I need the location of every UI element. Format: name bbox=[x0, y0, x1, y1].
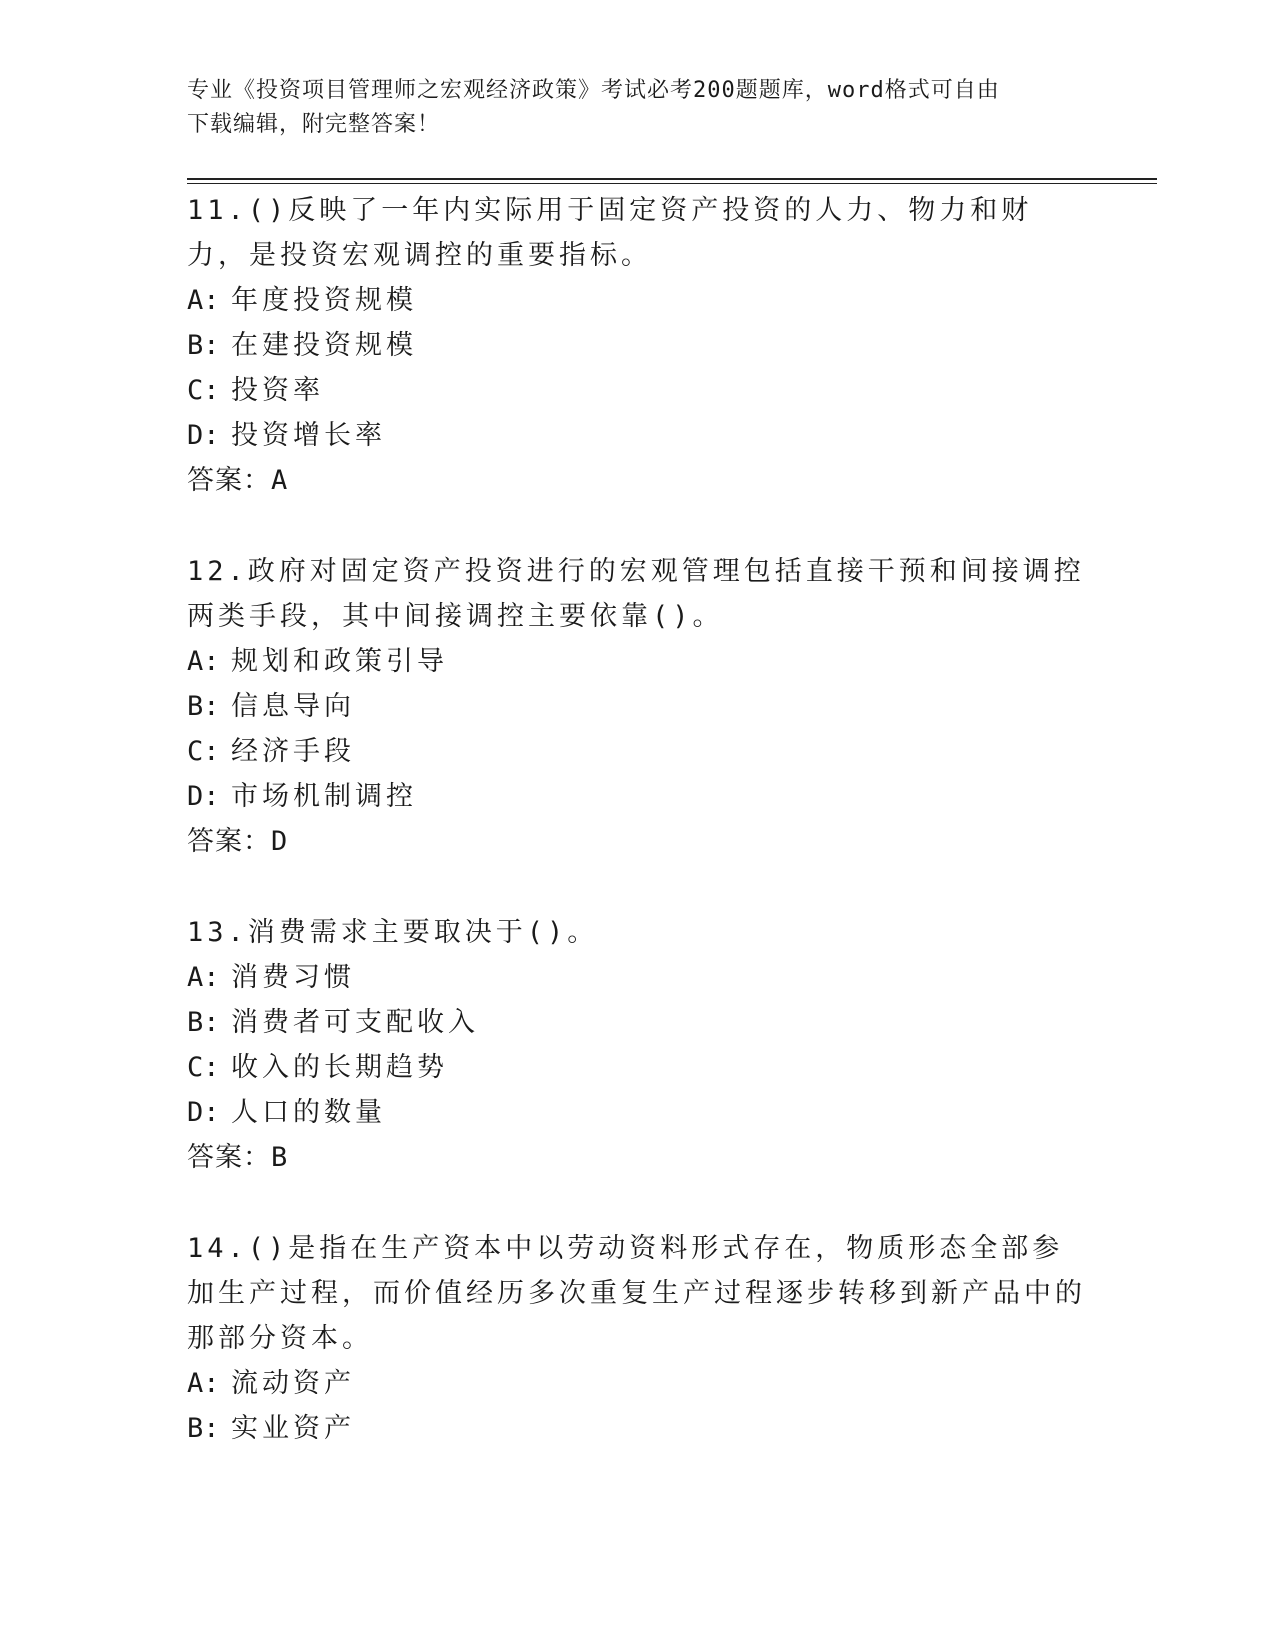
option-text: 收入的长期趋势 bbox=[231, 1052, 448, 1083]
option-b bbox=[187, 1000, 1087, 1045]
option-d bbox=[187, 1090, 1087, 1135]
option-d bbox=[187, 413, 1087, 458]
document-header bbox=[187, 74, 1047, 142]
question-text: 14.()是指在生产资本中以劳动资料形式存在，物质形态全部参加生产过程，而价值经历多次重复生产过程逐步转移到新产品中的那部分资本。 bbox=[187, 1233, 1086, 1354]
question-item bbox=[187, 910, 1087, 1180]
option-label: B: bbox=[187, 330, 220, 361]
option-a bbox=[187, 639, 1087, 684]
option-a bbox=[187, 278, 1087, 323]
question-text: 12.政府对固定资产投资进行的宏观管理包括直接干预和间接调控两类手段，其中间接调控主要依靠()。 bbox=[187, 556, 1085, 632]
question-item bbox=[187, 188, 1087, 503]
question-text: 11.()反映了一年内实际用于固定资产投资的人力、物力和财力，是投资宏观调控的重要指标。 bbox=[187, 195, 1033, 271]
option-text: 人口的数量 bbox=[231, 1097, 386, 1128]
option-text: 年度投资规模 bbox=[231, 285, 417, 316]
option-label: C: bbox=[187, 375, 220, 406]
answer-line: 答案：D bbox=[187, 826, 289, 857]
question-item bbox=[187, 549, 1087, 864]
option-label: B: bbox=[187, 691, 220, 722]
option-label: B: bbox=[187, 1413, 220, 1444]
option-text: 信息导向 bbox=[231, 691, 355, 722]
question-text: 13.消费需求主要取决于()。 bbox=[187, 917, 599, 948]
option-label: B: bbox=[187, 1007, 220, 1038]
option-d bbox=[187, 774, 1087, 819]
option-text: 流动资产 bbox=[231, 1368, 355, 1399]
option-c bbox=[187, 368, 1087, 413]
option-label: C: bbox=[187, 1052, 220, 1083]
header-divider-thin bbox=[187, 183, 1157, 184]
option-text: 实业资产 bbox=[231, 1413, 355, 1444]
option-b bbox=[187, 323, 1087, 368]
option-text: 消费者可支配收入 bbox=[231, 1007, 479, 1038]
option-a bbox=[187, 1361, 1087, 1406]
answer-line: 答案：B bbox=[187, 1142, 289, 1173]
header-divider-thick bbox=[187, 178, 1157, 180]
option-label: D: bbox=[187, 420, 220, 451]
option-text: 投资率 bbox=[231, 375, 324, 406]
option-b bbox=[187, 684, 1087, 729]
question-item bbox=[187, 1226, 1087, 1451]
header-line-2: 下载编辑，附完整答案！ bbox=[187, 112, 441, 137]
option-label: D: bbox=[187, 781, 220, 812]
option-text: 消费习惯 bbox=[231, 962, 355, 993]
option-label: A: bbox=[187, 962, 220, 993]
option-label: D: bbox=[187, 1097, 220, 1128]
option-c bbox=[187, 729, 1087, 774]
option-a bbox=[187, 955, 1087, 1000]
question-list bbox=[187, 188, 1087, 1497]
header-line-1: 专业《投资项目管理师之宏观经济政策》考试必考200题题库，word格式可自由 bbox=[187, 78, 1000, 103]
option-b bbox=[187, 1406, 1087, 1451]
option-label: A: bbox=[187, 646, 220, 677]
answer-line: 答案：A bbox=[187, 465, 289, 496]
option-text: 规划和政策引导 bbox=[231, 646, 448, 677]
option-label: C: bbox=[187, 736, 220, 767]
option-text: 投资增长率 bbox=[231, 420, 386, 451]
option-text: 市场机制调控 bbox=[231, 781, 417, 812]
option-text: 经济手段 bbox=[231, 736, 355, 767]
option-text: 在建投资规模 bbox=[231, 330, 417, 361]
option-label: A: bbox=[187, 285, 220, 316]
option-c bbox=[187, 1045, 1087, 1090]
option-label: A: bbox=[187, 1368, 220, 1399]
